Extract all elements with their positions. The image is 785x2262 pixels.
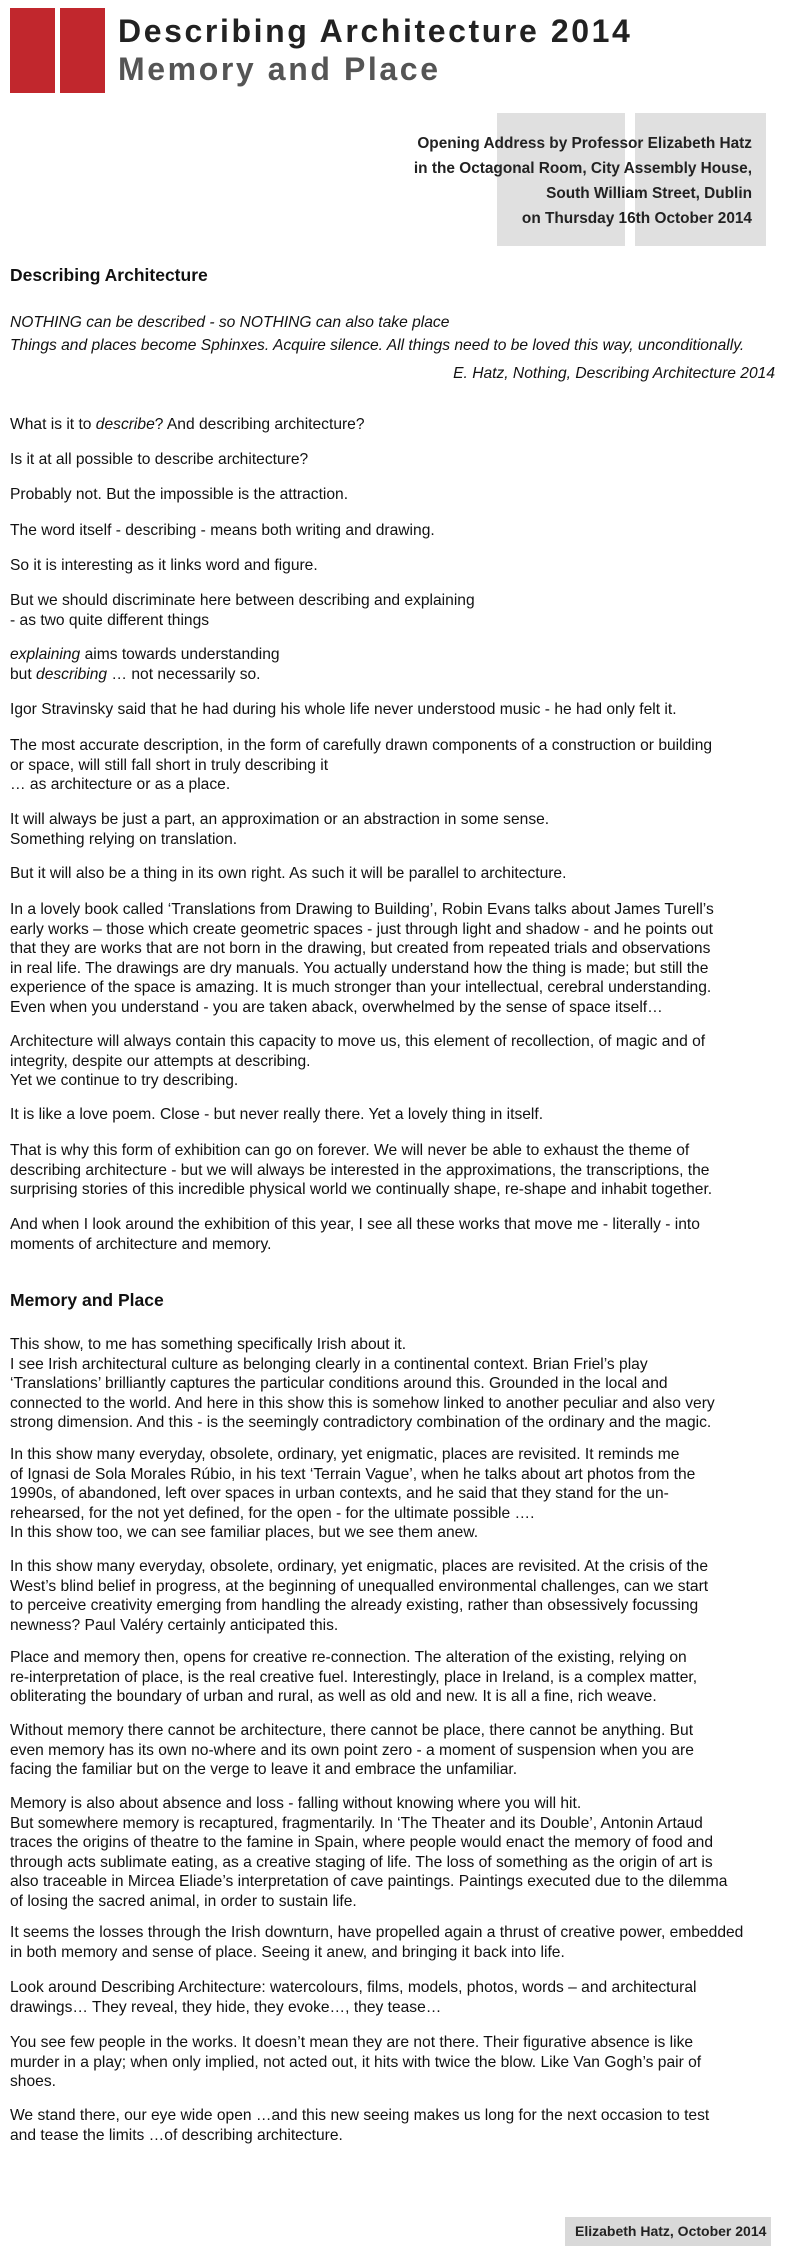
emphasis: describe	[95, 416, 155, 433]
section-heading-describing: Describing Architecture	[10, 265, 208, 285]
signature-text: Elizabeth Hatz, October 2014	[575, 2223, 767, 2239]
emphasis: describing	[36, 665, 108, 683]
opening-address-text	[414, 131, 752, 231]
opening-line: South William Street, Dublin	[546, 185, 752, 202]
paragraph: And when I look around the exhibition of this year, I see all these works that move me - literally - into moments of architecture and memory.	[10, 1216, 700, 1253]
paragraph: It seems the losses through the Irish downturn, have propelled again a thrust of creative power, embedded in both memory and sense of place. Seeing it anew, and bringing it back into life.	[10, 1924, 744, 1961]
paragraph: Look around Describing Architecture: watercolours, films, models, photos, words – and architectural drawings… They reveal, they hide, they evoke…, they tease…	[10, 1979, 697, 2016]
paragraph: But it will also be a thing in its own right. As such it will be parallel to architecture.	[10, 865, 567, 882]
paragraph: It is like a love poem. Close - but never really there. Yet a lovely thing in itself.	[10, 1106, 544, 1123]
paragraph: In this show many everyday, obsolete, ordinary, yet enigmatic, places are revisited. It reminds me of Ignasi de Sola Morales Rúbio, in his text ‘Terrain Vague’, when he talks about art photos from the 1990s, of abandoned, left over spaces in urban contexts, and he said that they stand for the un- rehearsed, for the not yet defined, for the open - for the ultimate possible …. In this show too, we can see familiar places, but we see them anew.	[10, 1446, 696, 1541]
paragraph: You see few people in the works. It doesn’t mean they are not there. Their figurative absence is like murder in a play; when only implied, not acted out, it hits with twice the blow. Like Van Gogh’s pair of shoes.	[10, 2034, 702, 2090]
paragraph: Probably not. But the impossible is the attraction.	[10, 486, 349, 503]
logo-bar-right	[60, 8, 105, 93]
text-run: … not necessarily so.	[107, 665, 261, 683]
emphasis: explaining	[10, 646, 81, 663]
paragraph: We stand there, our eye wide open …and this new seeing makes us long for the next occasion to test and tease the limits …of describing architecture.	[10, 2107, 710, 2144]
text-run: What is it to	[10, 416, 96, 433]
page-subtitle: Memory and Place	[118, 51, 441, 87]
paragraph: It will always be just a part, an approximation or an abstraction in some sense. Something relying on translation.	[10, 811, 550, 848]
page-title: Describing Architecture 2014	[118, 13, 633, 49]
paragraph: Place and memory then, opens for creative re-connection. The alteration of the existing, relying on re-interpretation of place, is the real creative fuel. Interestingly, place in Ireland, is a complex matter, obliterating the boundary of urban and rural, as well as old and new. It is all a fine, rich weave.	[10, 1649, 698, 1705]
opening-line: Opening Address by Professor Elizabeth Hatz	[417, 135, 752, 152]
paragraph: That is why this form of exhibition can go on forever. We will never be able to exhaust the theme of describing architecture - but we will always be interested in the approximations, the transcriptions, the surprising stories of this incredible physical world we continually shape, re-shape and inhabit together.	[10, 1142, 713, 1198]
paragraph: This show, to me has something specifically Irish about it. I see Irish architectural culture as belonging clearly in a continental context. Brian Friel’s play ‘Translations’ brilliantly captures the particular conditions around this. Grounded in the local and connected to the world. And here in this show this is somehow linked to another peculiar and also very strong dimension. And this - is the seemingly contradictory combination of the ordinary and the magic.	[10, 1336, 715, 1431]
paragraph: Is it at all possible to describe architecture?	[10, 451, 309, 468]
quote-attribution: E. Hatz, Nothing, Describing Architecture 2014	[453, 365, 775, 382]
paragraph: But we should discriminate here between describing and explaining - as two quite different things	[10, 592, 475, 629]
paragraph: In this show many everyday, obsolete, ordinary, yet enigmatic, places are revisited. At the crisis of the West’s blind belief in progress, at the beginning of unequalled environmental challenges, can we start to perceive creativity emerging from handling the already existing, rather than obsessively focussing newness? Paul Valéry certainly anticipated this.	[10, 1558, 709, 1634]
paragraph: In a lovely book called ‘Translations from Drawing to Building’, Robin Evans talks about James Turell’s early works – those which create geometric spaces - just through light and shadow - and he points out that they are works that are not born in the drawing, but created from repeated trials and observations in real life. The drawings are dry manuals. You actually understand how the thing is made; but still the experience of the space is amazing. It is much stronger than your intellectual, cerebral understanding. Even when you understand - you are taken aback, overwhelmed by the sense of space itself…	[10, 901, 714, 1016]
paragraph: Without memory there cannot be architecture, there cannot be place, there cannot be anything. But even memory has its own no-where and its own point zero - a moment of suspension when you are facing the familiar but on the verge to leave it and embrace the unfamiliar.	[10, 1722, 694, 1778]
paragraph: So it is interesting as it links word and figure.	[10, 557, 318, 574]
paragraph: The word itself - describing - means both writing and drawing.	[10, 522, 435, 539]
logo-bar-left	[10, 8, 55, 93]
opening-line: on Thursday 16th October 2014	[521, 210, 752, 227]
quote-line-1: NOTHING can be described - so NOTHING can also take place	[10, 314, 450, 331]
signature-box	[565, 2217, 771, 2246]
text-run: aims towards understanding but	[10, 646, 280, 683]
quote-line-2: Things and places become Sphinxes. Acquire silence. All things need to be loved this way, unconditionally.	[10, 337, 745, 354]
header	[10, 8, 780, 94]
text-run: ? And describing architecture?	[154, 416, 365, 433]
title-block	[118, 12, 632, 88]
paragraph	[10, 645, 778, 684]
opening-address-box	[412, 113, 766, 246]
paragraph	[10, 415, 778, 435]
paragraph: Memory is also about absence and loss - falling without knowing where you will hit. But somewhere memory is recaptured, fragmentarily. In ‘The Theater and its Double’, Antonin Artaud traces the origins of theatre to the famine in Spain, where people would enact the memory of food and through acts sublimate eating, as a creative staging of life. The loss of something as the origin of art is also traceable in Mircea Eliade’s interpretation of cave paintings. Paintings executed due to the dilemma of losing the sacred animal, in order to sustain life.	[10, 1795, 728, 1910]
paragraph: Igor Stravinsky said that he had during his whole life never understood music - he had only felt it.	[10, 701, 677, 718]
section-heading-memory: Memory and Place	[10, 1290, 164, 1310]
paragraph: The most accurate description, in the form of carefully drawn components of a construction or building or space, will still fall short in truly describing it … as architecture or as a place.	[10, 737, 713, 793]
paragraph: Architecture will always contain this capacity to move us, this element of recollection, of magic and of integrity, despite our attempts at describing. Yet we continue to try describing.	[10, 1033, 706, 1089]
opening-line: in the Octagonal Room, City Assembly House,	[413, 160, 752, 177]
